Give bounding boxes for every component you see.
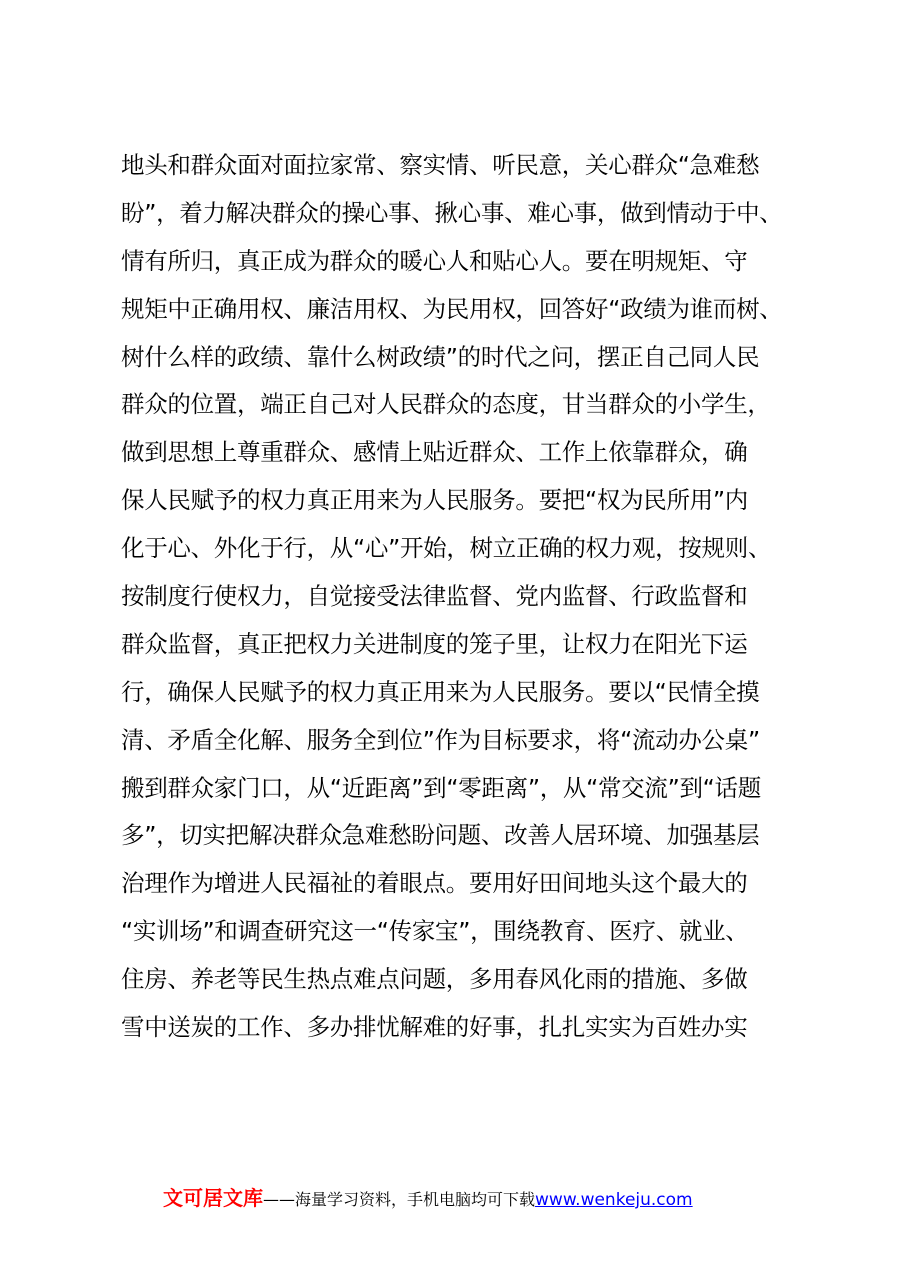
text-line: 化于心、外化于行，从“心”开始，树立正确的权力观，按规则、 (121, 534, 772, 563)
text-line: 搬到群众家门口，从“近距离”到“零距离”，从“常交流”到“话题 (121, 773, 761, 802)
text-line: 群众的位置，端正自己对人民群众的态度，甘当群众的小学生， (121, 390, 771, 419)
text-line: 治理作为增进人民福祉的着眼点。要用好田间地头这个最大的 (121, 869, 748, 898)
footer-link[interactable]: www.wenkeju.com (535, 1190, 693, 1210)
text-line: 清、矛盾全化解、服务全到位”作为目标要求，将“流动办公桌” (121, 725, 760, 754)
text-line: 行，确保人民赋予的权力真正用来为人民服务。要以“民情全摸 (121, 677, 760, 706)
text-line: 多”，切实把解决群众急难愁盼问题、改善人居环境、加强基层 (121, 821, 760, 850)
text-line: 盼”，着力解决群众的操心事、揪心事、难心事，做到情动于中、 (121, 198, 783, 227)
text-line: 住房、养老等民生热点难点问题，多用春风化雨的措施、多做 (121, 965, 748, 994)
footer-brand: 文可居文库 (163, 1186, 263, 1210)
text-line: 保人民赋予的权力真正用来为人民服务。要把“权为民所用”内 (121, 486, 748, 515)
text-line: 规矩中正确用权、廉洁用权、为民用权，回答好“政绩为谁而树、 (121, 294, 783, 323)
text-line: 情有所归，真正成为群众的暖心人和贴心人。要在明规矩、守 (121, 246, 748, 275)
body-text (121, 142, 821, 1052)
footer-tagline: ——海量学习资料，手机电脑均可下载 (263, 1190, 536, 1209)
text-line: 树什么样的政绩、靠什么树政绩”的时代之问，摆正自己同人民 (121, 342, 760, 371)
text-line: “实训场”和调查研究这一“传家宝”，围绕教育、医疗、就业、 (121, 917, 749, 946)
text-line: 按制度行使权力，自觉接受法律监督、党内监督、行政监督和 (121, 582, 748, 611)
text-line: 群众监督，真正把权力关进制度的笼子里，让权力在阳光下运 (121, 629, 748, 658)
text-line: 做到思想上尊重群众、感情上贴近群众、工作上依靠群众，确 (121, 438, 748, 467)
text-line: 雪中送炭的工作、多办排忧解难的好事，扎扎实实为百姓办实 (121, 1013, 748, 1042)
text-line: 地头和群众面对面拉家常、察实情、听民意，关心群众“急难愁 (121, 151, 760, 179)
footer (163, 1183, 693, 1213)
